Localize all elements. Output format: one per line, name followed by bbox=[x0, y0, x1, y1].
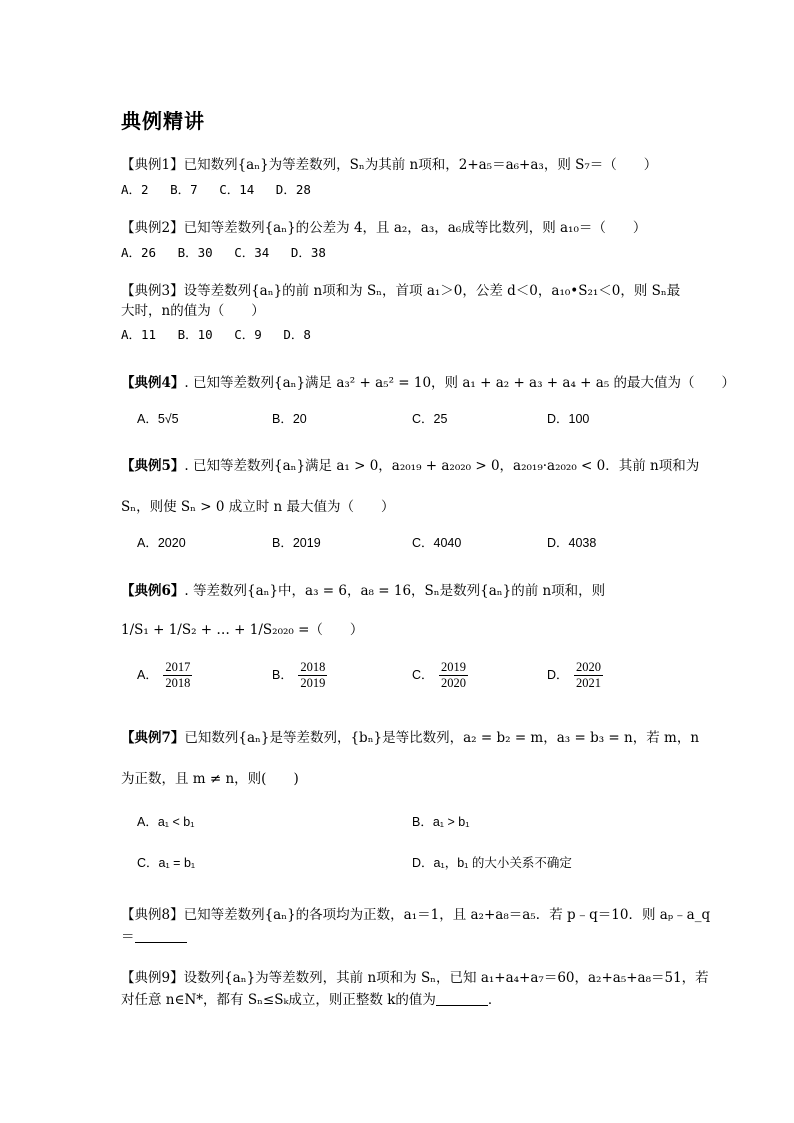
fraction-denominator: 2019 bbox=[300, 676, 326, 690]
example-6-text: . 等差数列{aₙ}中，a₃ = 6，a₈ = 16，Sₙ是数列{aₙ}的前 n项和，则 bbox=[184, 583, 606, 599]
example-5-option-d: D．4038 bbox=[547, 536, 597, 550]
fraction-numerator: 2020 bbox=[576, 660, 602, 674]
example-7-option-a: A．a₁ < b₁ bbox=[137, 815, 195, 829]
example-9-text: 设数列{aₙ}为等差数列，其前 n项和为 Sₙ，已知 a₁+a₄+a₇＝60，a₂+a₅+a₈＝51，若 bbox=[183, 970, 709, 986]
example-9-text-2: 对任意 n∈N*，都有 Sₙ≤Sₖ成立，则正整数 k的值为 bbox=[121, 992, 436, 1008]
option-label: A． bbox=[137, 667, 158, 682]
example-8-equals: ＝ bbox=[121, 929, 135, 945]
example-2-stem bbox=[121, 219, 646, 237]
example-5-tag: 【典例5】 bbox=[121, 458, 185, 474]
example-7-stem-line1 bbox=[121, 729, 699, 747]
fraction-denominator: 2021 bbox=[576, 676, 602, 690]
example-9-tag: 【典例9】 bbox=[121, 970, 184, 986]
option-fraction bbox=[439, 660, 468, 691]
example-4-option-c: C．25 bbox=[412, 412, 448, 426]
example-3-tag: 【典例3】 bbox=[121, 283, 184, 299]
example-7-option-b: B．a₁ > b₁ bbox=[412, 815, 470, 829]
example-1-text: 已知数列{aₙ}为等差数列，Sₙ为其前 n项和，2+a₅＝a₆+a₃，则 S₇＝（ ） bbox=[183, 157, 658, 173]
example-8-text: 已知等差数列{aₙ}的各项均为正数，a₁＝1，且 a₂+a₈＝a₅．若 p﹣q＝10．则 aₚ﹣a_q bbox=[183, 907, 711, 923]
answer-blank[interactable] bbox=[436, 991, 488, 1006]
example-1-options bbox=[121, 180, 325, 198]
example-5-option-b: B．2019 bbox=[272, 536, 321, 550]
example-5-stem-line1 bbox=[121, 457, 699, 475]
answer-blank[interactable] bbox=[135, 928, 187, 943]
option-c: C．34 bbox=[234, 245, 270, 260]
option-label: C． bbox=[412, 667, 434, 682]
example-5-option-c: C．4040 bbox=[412, 536, 462, 550]
example-4-option-a: A．5√5 bbox=[137, 412, 179, 426]
example-6-option-c bbox=[412, 660, 470, 691]
example-3-text: 设等差数列{aₙ}的前 n项和为 Sₙ，首项 a₁＞0，公差 d＜0，a₁₀•S₂₁＜0，则 Sₙ最 bbox=[183, 283, 681, 299]
example-8-stem-line2 bbox=[121, 928, 187, 946]
example-7-tag: 【典例7】 bbox=[121, 730, 185, 746]
example-4-text: . 已知等差数列{aₙ}满足 a₃² + a₅² = 10，则 a₁ + a₂ + a₃ + a₄ + a₅ 的最大值为（ ） bbox=[184, 375, 736, 391]
option-c: C．9 bbox=[234, 327, 262, 342]
example-9-end: ． bbox=[487, 992, 502, 1008]
section-heading: 典例精讲 bbox=[121, 109, 205, 133]
example-6-stem-line2: 1/S₁ + 1/S₂ + … + 1/S₂₀₂₀ =（ ） bbox=[121, 622, 364, 638]
fraction-numerator: 2018 bbox=[300, 660, 326, 674]
example-5-option-a: A．2020 bbox=[137, 536, 186, 550]
example-4-option-b: B．20 bbox=[272, 412, 307, 426]
option-fraction bbox=[574, 660, 603, 691]
example-6-option-d bbox=[547, 660, 605, 691]
example-4-tag: 【典例4】 bbox=[121, 375, 185, 391]
example-8-tag: 【典例8】 bbox=[121, 907, 184, 923]
example-7-stem-line2: 为正数，且 m ≠ n，则( ) bbox=[121, 771, 299, 787]
example-3-stem-line2: 大时，n的值为（ ） bbox=[121, 303, 265, 319]
example-2-options bbox=[121, 243, 340, 261]
option-b: B．7 bbox=[170, 182, 198, 197]
example-7-option-c: C．a₁ = b₁ bbox=[137, 856, 196, 870]
example-7-option-d: D．a₁，b₁ 的大小关系不确定 bbox=[412, 856, 572, 870]
option-a: A．2 bbox=[121, 182, 149, 197]
example-7-text: 已知数列{aₙ}是等差数列，{bₙ}是等比数列，a₂ = b₂ = m，a₃ = b₃ = n，若 m，n bbox=[184, 730, 700, 746]
option-d: D．28 bbox=[275, 182, 311, 197]
example-9-stem-line2 bbox=[121, 991, 501, 1009]
option-b: B．30 bbox=[177, 245, 213, 260]
option-b: B．10 bbox=[177, 327, 213, 342]
option-d: D．8 bbox=[283, 327, 311, 342]
example-3-stem-line1 bbox=[121, 282, 680, 300]
example-1-tag: 【典例1】 bbox=[121, 157, 184, 173]
example-8-stem-line1 bbox=[121, 906, 710, 924]
option-a: A．26 bbox=[121, 245, 157, 260]
option-label: B． bbox=[272, 667, 293, 682]
example-2-tag: 【典例2】 bbox=[121, 220, 184, 236]
example-5-text: . 已知等差数列{aₙ}满足 a₁ > 0，a₂₀₁₉ + a₂₀₂₀ > 0，a₂₀₁₉·a₂₀₂₀ < 0．其前 n项和为 bbox=[184, 458, 700, 474]
example-6-stem-line1 bbox=[121, 582, 605, 600]
example-1-stem bbox=[121, 156, 657, 174]
example-5-stem-line2: Sₙ，则使 Sₙ > 0 成立时 n 最大值为（ ） bbox=[121, 499, 395, 515]
example-6-option-a bbox=[137, 660, 194, 691]
option-d: D．38 bbox=[290, 245, 326, 260]
example-6-option-b bbox=[272, 660, 329, 691]
option-a: A．11 bbox=[121, 327, 157, 342]
fraction-numerator: 2019 bbox=[441, 660, 467, 674]
example-4-option-d: D．100 bbox=[547, 412, 590, 426]
option-label: D． bbox=[547, 667, 569, 682]
example-9-stem-line1 bbox=[121, 969, 709, 987]
option-c: C．14 bbox=[219, 182, 255, 197]
example-4-stem bbox=[121, 374, 735, 392]
example-2-text: 已知等差数列{aₙ}的公差为 4，且 a₂，a₃，a₆成等比数列，则 a₁₀＝（ ） bbox=[183, 220, 647, 236]
option-fraction bbox=[298, 660, 327, 691]
example-6-tag: 【典例6】 bbox=[121, 583, 185, 599]
fraction-denominator: 2020 bbox=[441, 676, 467, 690]
option-fraction bbox=[163, 660, 192, 691]
fraction-numerator: 2017 bbox=[165, 660, 191, 674]
fraction-denominator: 2018 bbox=[165, 676, 191, 690]
example-3-options bbox=[121, 325, 325, 343]
